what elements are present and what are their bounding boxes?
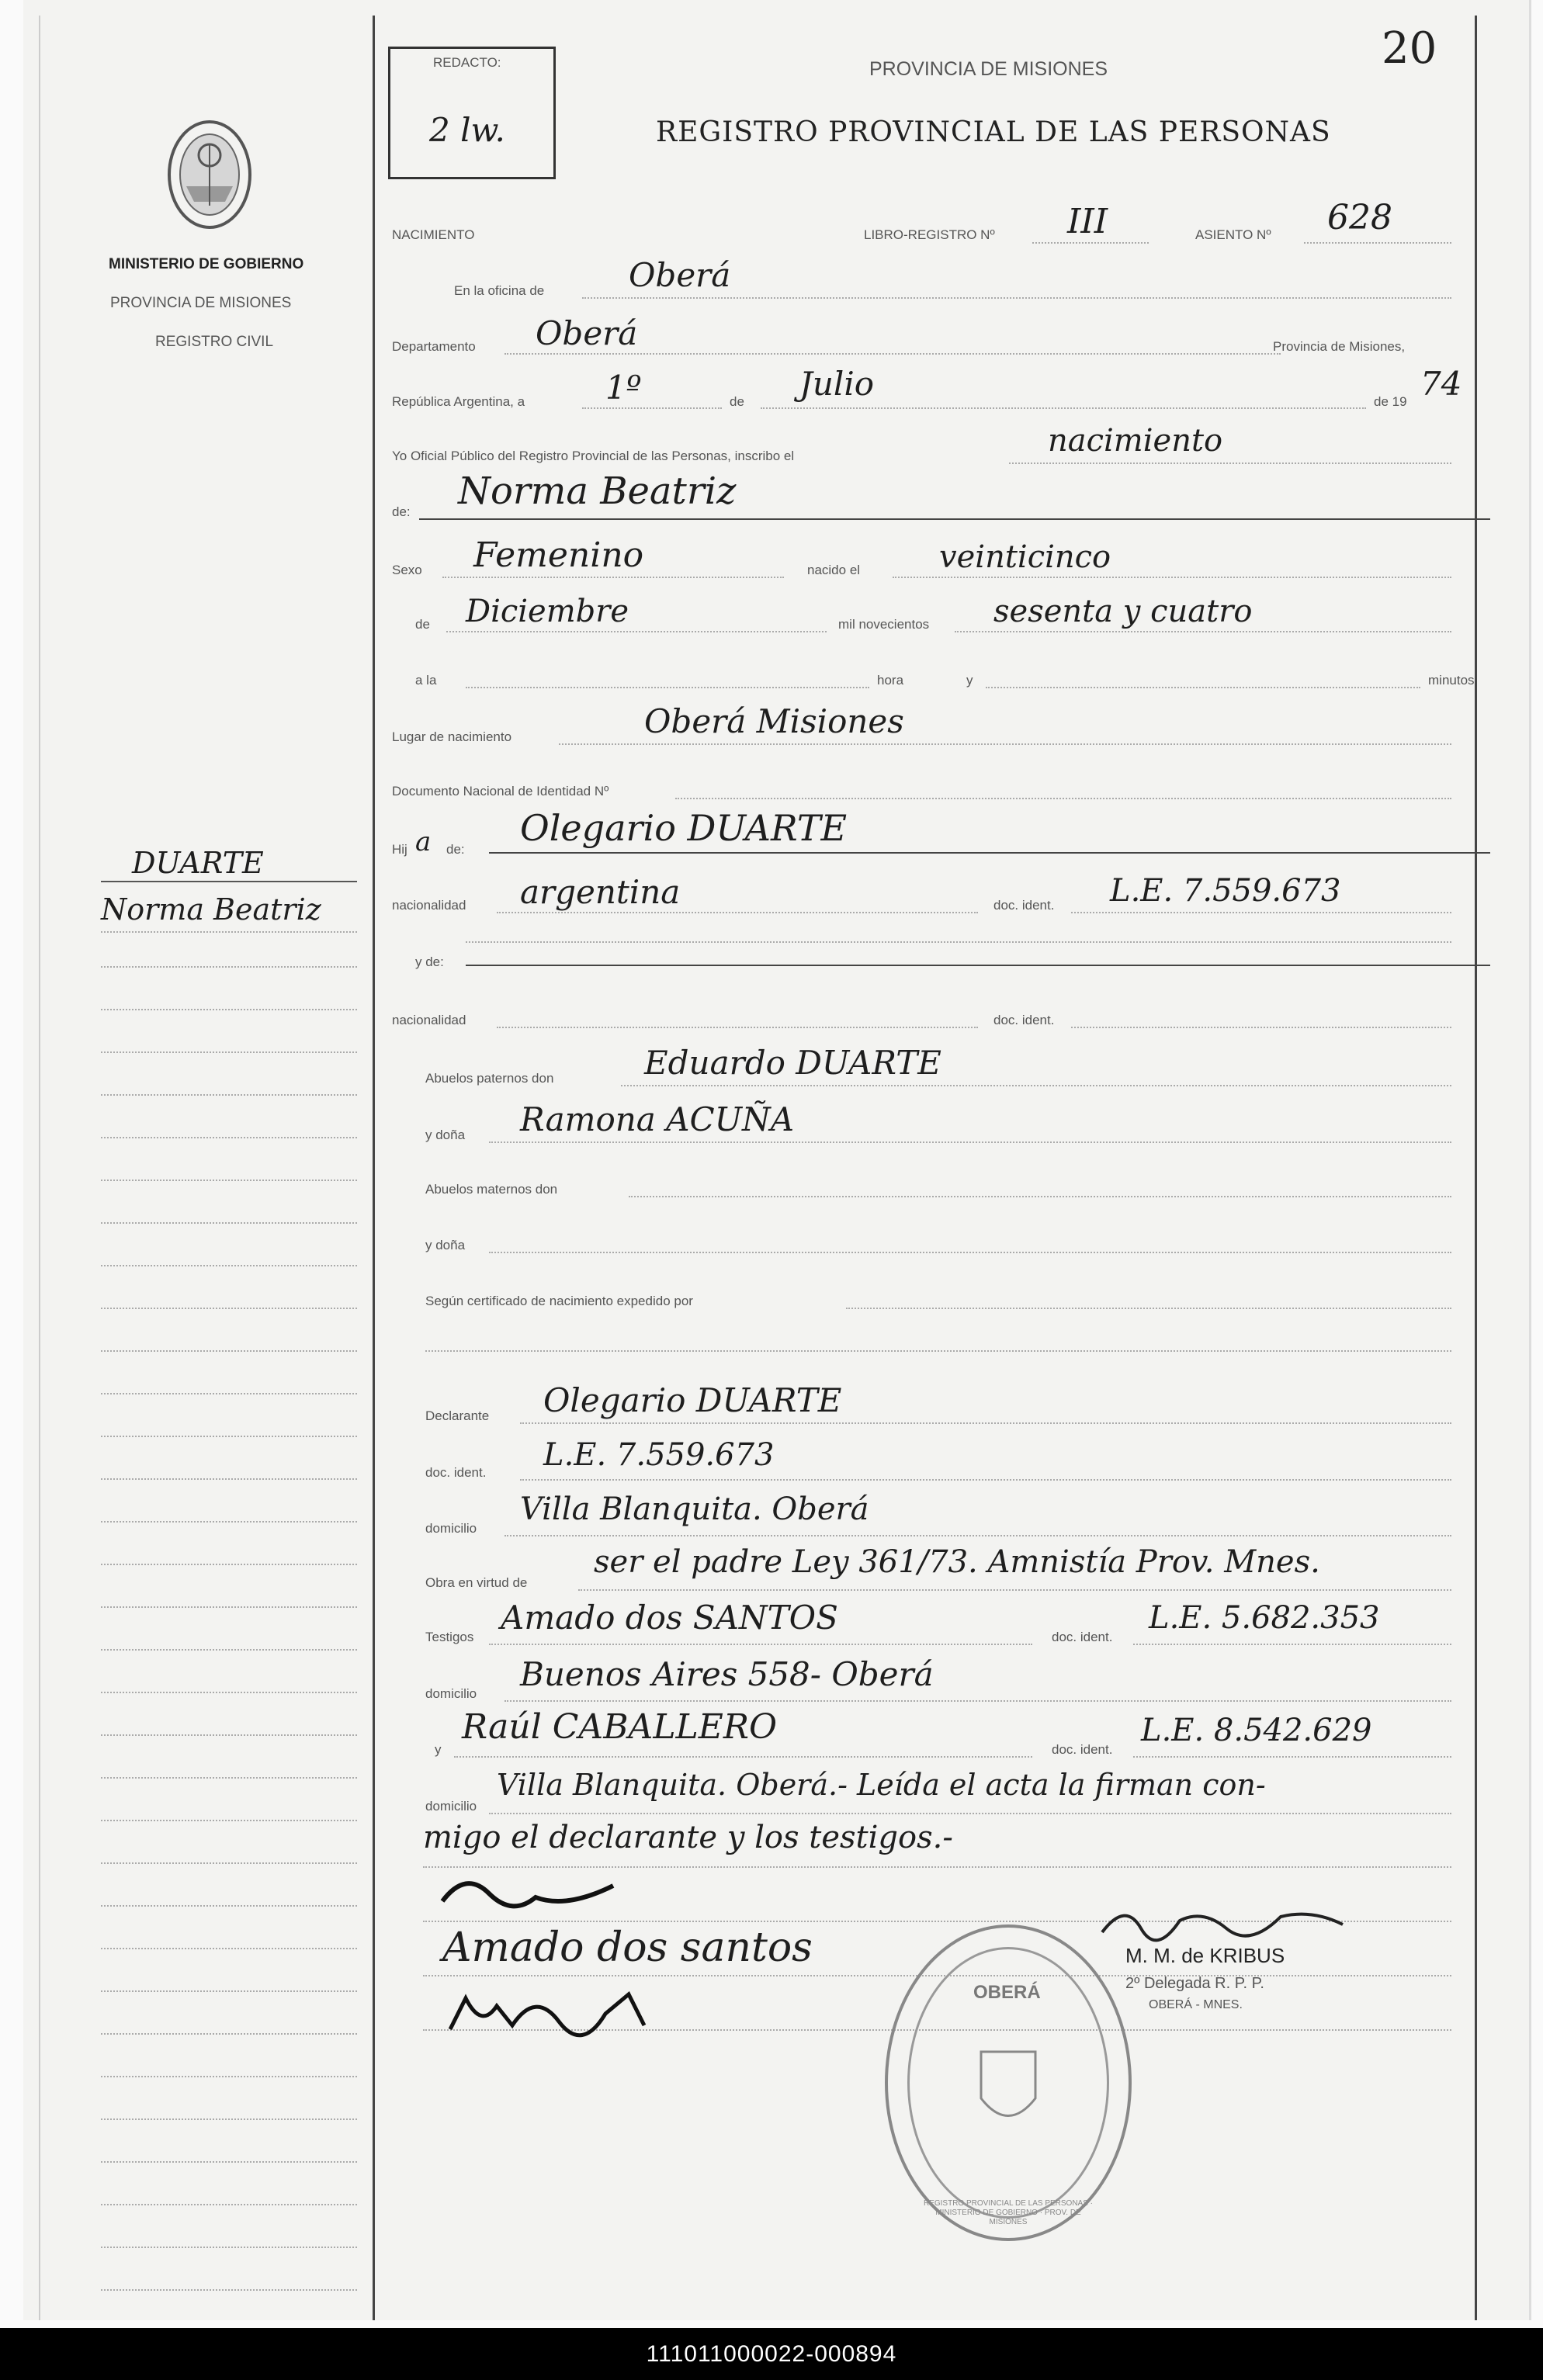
asiento-label: ASIENTO Nº <box>1195 227 1271 242</box>
margin-line <box>101 931 357 933</box>
continuation-value: migo el declarante y los testigos.- <box>423 1820 953 1855</box>
dom3-label: domicilio <box>425 1799 477 1814</box>
dni-label: Documento Nacional de Identidad Nº <box>392 784 609 799</box>
margin-line <box>101 1564 357 1565</box>
doc3-value: L.E. 7.559.673 <box>543 1437 775 1473</box>
margin-line <box>101 1905 357 1907</box>
margin-surname: DUARTE <box>132 846 264 880</box>
redacto-value: 2 lw. <box>429 111 505 149</box>
doc4-value: L.E. 5.682.353 <box>1149 1600 1380 1636</box>
a-la-label: a la <box>415 673 437 688</box>
official-place: OBERÁ - MNES. <box>1149 1998 1243 2011</box>
left-edge-rule <box>39 16 40 2320</box>
obra-value: ser el padre Ley 361/73. Amnistía Prov. Mnes. <box>594 1544 1320 1580</box>
seal-text: OBERÁ <box>973 1982 1041 2003</box>
field-line <box>425 1350 1451 1352</box>
hij-de-label: de: <box>446 842 465 857</box>
doc5-label: doc. ident. <box>1052 1742 1113 1757</box>
official-name: M. M. de KRIBUS <box>1125 1944 1285 1967</box>
name-line <box>466 965 1490 966</box>
field-line <box>446 631 827 632</box>
margin-line <box>101 2204 357 2205</box>
declarante-value: Olegario DUARTE <box>543 1381 842 1419</box>
margin-line <box>101 1265 357 1266</box>
field-line <box>466 941 1451 943</box>
margin-line <box>101 2247 357 2248</box>
sexo-label: Sexo <box>392 563 422 577</box>
margin-line <box>101 1137 357 1138</box>
mes-value: Julio <box>799 365 875 403</box>
redacto-label: REDACTO: <box>433 55 501 70</box>
margin-line <box>101 1777 357 1779</box>
dom3-value: Villa Blanquita. Oberá.- Leída el acta la firman con- <box>497 1768 1266 1802</box>
field-line <box>582 407 722 409</box>
field-line <box>1071 912 1451 913</box>
mes-nac-value: Diciembre <box>466 594 629 629</box>
field-line <box>505 1535 1451 1536</box>
margin-line <box>101 1094 357 1096</box>
doc3-label: doc. ident. <box>425 1465 487 1480</box>
field-line <box>489 1644 1032 1645</box>
margin-line <box>101 1692 357 1693</box>
margin-line <box>101 1990 357 1992</box>
nacido-value: veinticinco <box>939 539 1111 575</box>
asiento-value: 628 <box>1327 198 1392 237</box>
doc1-label: doc. ident. <box>993 898 1055 913</box>
segun-label: Según certificado de nacimiento expedido por <box>425 1294 693 1308</box>
margin-line <box>101 1222 357 1224</box>
ydona1-label: y doña <box>425 1128 466 1142</box>
margin-line <box>101 1862 357 1864</box>
dom2-label: domicilio <box>425 1686 477 1701</box>
field-line <box>489 1813 1451 1814</box>
footer-code: 111011000022-000894 <box>0 2328 1543 2380</box>
field-line <box>505 1700 1451 1702</box>
ministry-label: MINISTERIO DE GOBIERNO <box>109 256 304 272</box>
margin-line <box>101 1393 357 1394</box>
field-line <box>1133 1756 1451 1758</box>
margin-line <box>101 2289 357 2291</box>
margin-line <box>101 1180 357 1181</box>
official-signature-icon <box>1094 1893 1358 1952</box>
declarante-signature-icon <box>435 1862 636 1928</box>
libro-label: LIBRO-REGISTRO Nº <box>864 227 995 242</box>
registro-civil-label: REGISTRO CIVIL <box>155 334 274 350</box>
margin-line <box>101 2118 357 2120</box>
testigos-label: Testigos <box>425 1630 474 1644</box>
margin-line <box>101 881 357 882</box>
minutos-label: minutos <box>1428 673 1475 688</box>
lugar-value: Oberá Misiones <box>644 702 904 740</box>
departamento-label: Departamento <box>392 339 476 354</box>
oficial-label: Yo Oficial Público del Registro Provincial de las Personas, inscribo el <box>392 449 795 463</box>
anio-nac-value: sesenta y cuatro <box>993 594 1253 629</box>
de19-label: de 19 <box>1374 394 1407 409</box>
header-province: PROVINCIA DE MISIONES <box>869 58 1108 80</box>
field-line <box>489 1252 1451 1253</box>
page-number: 20 <box>1382 23 1437 74</box>
official-seal-icon <box>885 1924 1132 2241</box>
document-page <box>23 0 1531 2320</box>
testigo2-value: Raúl CABALLERO <box>462 1707 778 1747</box>
nac1-value: argentina <box>520 873 681 911</box>
margin-line <box>101 1436 357 1437</box>
field-line <box>761 407 1366 409</box>
sexo-value: Femenino <box>473 535 644 575</box>
dom2-value: Buenos Aires 558- Oberá <box>520 1655 934 1693</box>
nacimiento-label: NACIMIENTO <box>392 227 475 242</box>
ydona1-value: Ramona ACUÑA <box>520 1100 795 1138</box>
witness1-signature: Amado dos santos <box>442 1924 813 1971</box>
hij-suffix: a <box>415 826 432 857</box>
field-line <box>1304 242 1451 244</box>
field-line <box>1133 1644 1451 1645</box>
field-line <box>505 353 1281 355</box>
de-label: de <box>730 394 744 409</box>
margin-line <box>101 1606 357 1608</box>
ab-pat-label: Abuelos paternos don <box>425 1071 554 1086</box>
field-line <box>454 1756 1032 1758</box>
field-line <box>1009 462 1451 464</box>
margin-line <box>101 2076 357 2077</box>
mil-label: mil novecientos <box>838 617 930 632</box>
dia-value: 1º <box>605 369 642 407</box>
doc5-value: L.E. 8.542.629 <box>1141 1713 1372 1748</box>
margin-rule <box>373 16 375 2320</box>
seal-ring-text: REGISTRO PROVINCIAL DE LAS PERSONAS · MINISTERIO DE GOBIERNO · PROV. DE MISIONES <box>923 2199 1093 2226</box>
witness2-signature-icon <box>442 1983 675 2049</box>
de-name-label: de: <box>392 504 411 519</box>
padre-value: Olegario DUARTE <box>520 807 848 849</box>
margin-line <box>101 1649 357 1651</box>
y-de-label: y de: <box>415 954 444 969</box>
field-line <box>442 577 784 578</box>
dom1-value: Villa Blanquita. Oberá <box>520 1491 869 1527</box>
hora-label: hora <box>877 673 904 688</box>
departamento-value: Oberá <box>536 314 638 352</box>
margin-name: Norma Beatriz <box>101 892 321 927</box>
ab-pat-value: Eduardo DUARTE <box>644 1044 941 1082</box>
margin-line <box>101 1948 357 1949</box>
hij-label: Hij <box>392 842 407 857</box>
margin-line <box>101 1051 357 1053</box>
field-line <box>621 1085 1451 1086</box>
ab-mat-label: Abuelos maternos don <box>425 1182 558 1197</box>
ydona2-label: y doña <box>425 1238 466 1252</box>
field-line <box>497 912 978 913</box>
field-line <box>497 1027 978 1028</box>
doc2-label: doc. ident. <box>993 1013 1055 1027</box>
margin-line <box>101 2033 357 2035</box>
nac2-label: nacionalidad <box>392 1013 466 1027</box>
name-line <box>419 518 1490 520</box>
field-line <box>578 1589 1451 1591</box>
margin-line <box>101 1820 357 1821</box>
margin-line <box>101 2161 357 2163</box>
registry-title: REGISTRO PROVINCIAL DE LAS PERSONAS <box>656 116 1331 148</box>
nac1-label: nacionalidad <box>392 898 466 913</box>
field-line <box>675 798 1451 799</box>
oficial-value: nacimiento <box>1048 423 1223 459</box>
y-label: y <box>966 673 973 688</box>
year-value: 74 <box>1420 365 1462 403</box>
margin-line <box>101 1350 357 1352</box>
sidebar-province-label: PROVINCIA DE MISIONES <box>110 295 292 311</box>
declarante-label: Declarante <box>425 1408 490 1423</box>
field-line <box>893 577 1451 578</box>
margin-line <box>101 1478 357 1480</box>
right-rule <box>1475 16 1477 2320</box>
margin-line <box>101 1009 357 1010</box>
field-line <box>1071 1027 1451 1028</box>
doc1-value: L.E. 7.559.673 <box>1110 873 1341 909</box>
field-line <box>846 1308 1451 1309</box>
republica-label: República Argentina, a <box>392 394 525 409</box>
margin-line <box>101 1521 357 1523</box>
oficina-label: En la oficina de <box>454 283 545 298</box>
oficina-value: Oberá <box>629 256 731 294</box>
y2-label: y <box>435 1742 442 1757</box>
libro-value: III <box>1067 202 1108 241</box>
field-line <box>955 631 1451 632</box>
doc4-label: doc. ident. <box>1052 1630 1113 1644</box>
field-line <box>466 687 869 688</box>
coat-of-arms-icon <box>163 116 256 233</box>
margin-line <box>101 966 357 968</box>
lugar-label: Lugar de nacimiento <box>392 729 512 744</box>
dom1-label: domicilio <box>425 1521 477 1536</box>
field-line <box>1032 242 1149 244</box>
field-line <box>489 1141 1451 1143</box>
provincia-label: Provincia de Misiones, <box>1273 339 1406 354</box>
field-line <box>559 743 1451 745</box>
field-line <box>520 1479 1451 1481</box>
testigo1-value: Amado dos SANTOS <box>501 1599 838 1637</box>
nacido-label: nacido el <box>807 563 861 577</box>
seal-shield-icon <box>973 2044 1043 2141</box>
margin-line <box>101 1734 357 1736</box>
obra-label: Obra en virtud de <box>425 1575 528 1590</box>
de2-label: de <box>415 617 430 632</box>
field-line <box>629 1196 1451 1197</box>
field-line <box>986 687 1420 688</box>
official-title: 2º Delegada R. P. P. <box>1125 1975 1264 1992</box>
name-line <box>489 852 1490 854</box>
inscribed-name: Norma Beatriz <box>458 469 737 513</box>
field-line <box>582 297 1451 299</box>
margin-line <box>101 1308 357 1309</box>
field-line <box>520 1422 1451 1424</box>
redacto-box <box>388 47 556 179</box>
